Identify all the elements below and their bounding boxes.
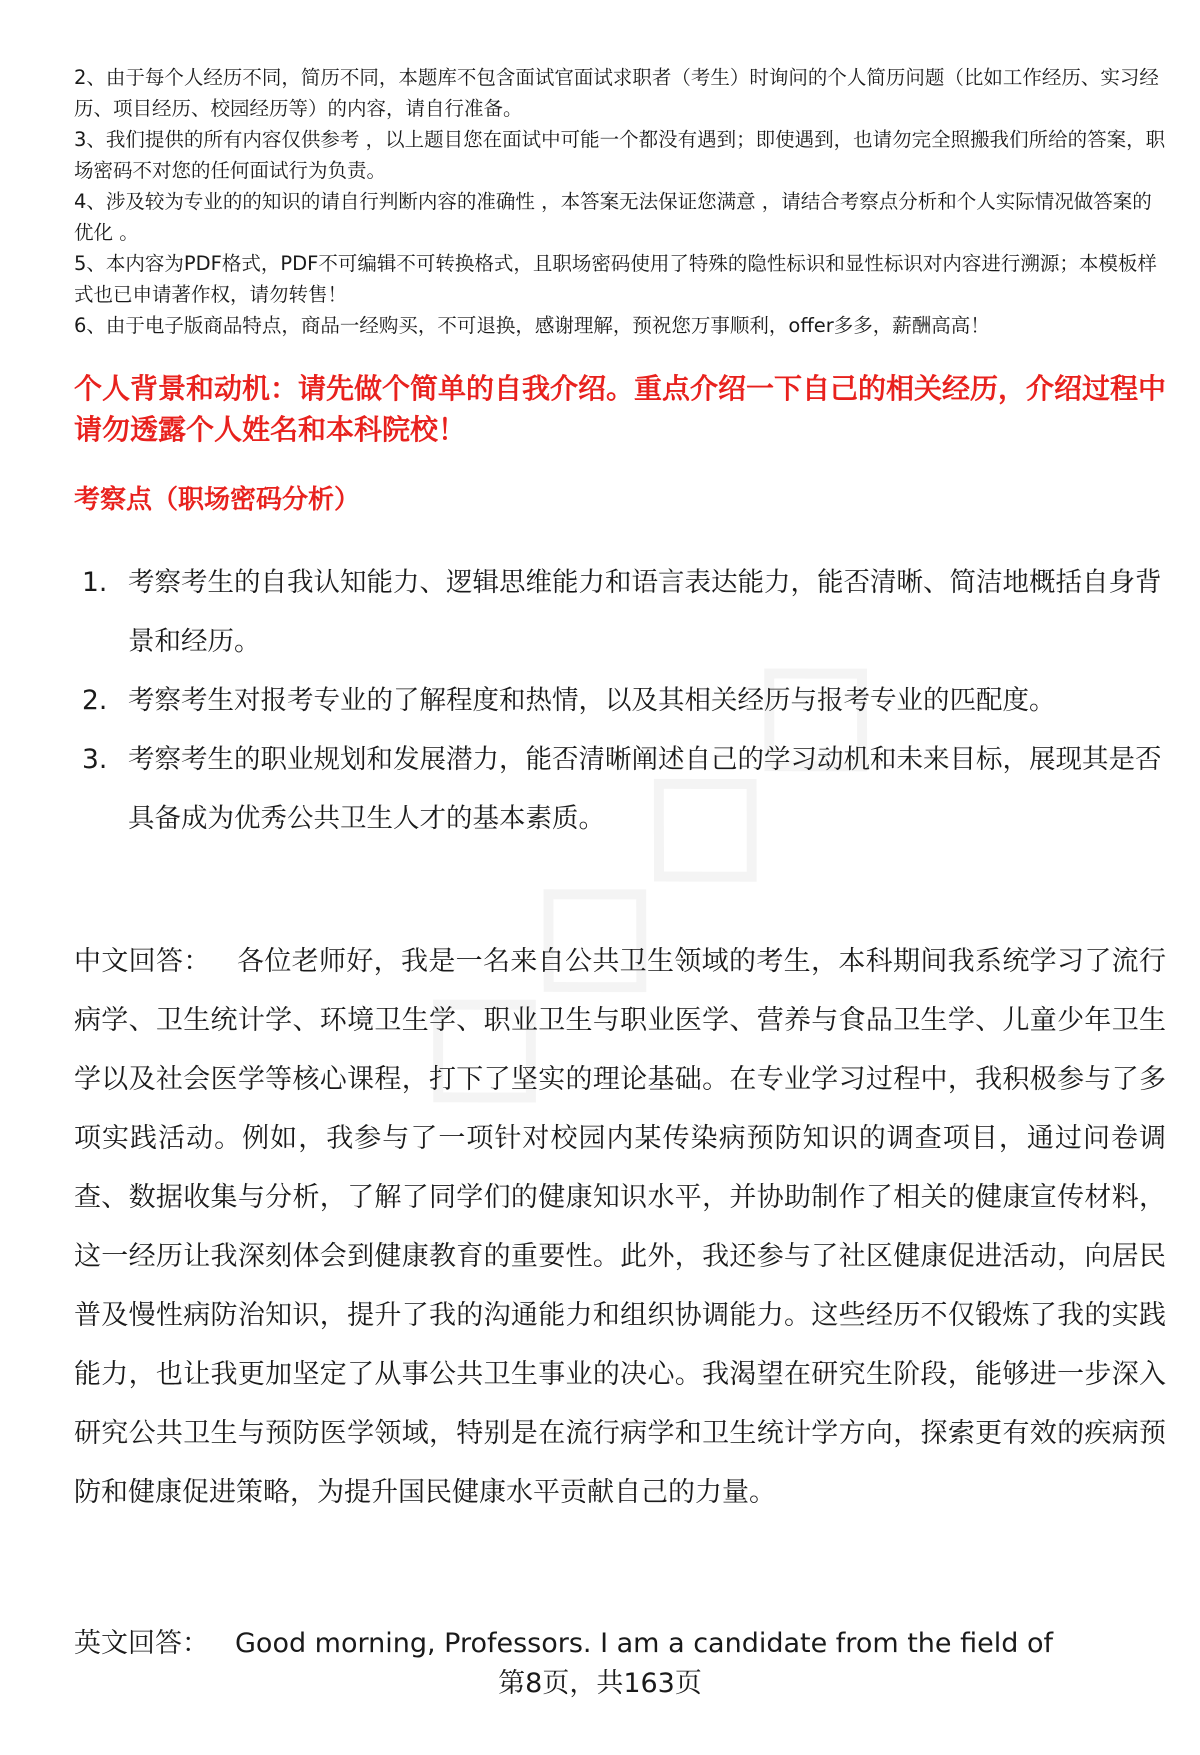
- answer-english: [74, 1622, 1166, 1666]
- point-text: 考察考生的自我认知能力、逻辑思维能力和语言表达能力，能否清晰、简洁地概括自身背景和经历。: [128, 567, 1162, 657]
- analysis-point: [82, 671, 1166, 730]
- notice-item: 4、涉及较为专业的的知识的请自行判断内容的准确性 ，本答案无法保证您满意 ，请结合考察点分析和个人实际情况做答案的优化 。: [74, 190, 1152, 244]
- answer-english-label: 英文回答：: [74, 1628, 209, 1659]
- notice-item: 6、由于电子版商品特点，商品一经购买，不可退换，感谢理解，预祝您万事顺利，offer多多，薪酬高高！: [74, 314, 990, 337]
- analysis-point: [82, 730, 1166, 848]
- answer-chinese-text: 各位老师好，我是一名来自公共卫生领域的考生，本科期间我系统学习了流行病学、卫生统计学、环境卫生学、职业卫生与职业医学、营养与食品卫生学、儿童少年卫生学以及社会医学等核心课程，打下了坚实的理论基础。在专业学习过程中，我积极参与了多项实践活动。例如，我参与了一项针对校园内某传染病预防知识的调查项目，通过问卷调查、数据收集与分析，了解了同学们的健康知识水平，并协助制作了相关的健康宣传材料，这一经历让我深刻体会到健康教育的重要性。此外，我还参与了社区健康促进活动，向居民普及慢性病防治知识，提升了我的沟通能力和组织协调能力。这些经历不仅锻炼了我的实践能力，也让我更加坚定了从事公共卫生事业的决心。我渴望在研究生阶段，能够进一步深入研究公共卫生与预防医学领域，特别是在流行病学和卫生统计学方向，探索更有效的疾病预防和健康促进策略，为提升国民健康水平贡献自己的力量。: [74, 946, 1167, 1508]
- point-number: 3.: [82, 744, 108, 775]
- page-number: 第8页，共163页: [498, 1668, 702, 1699]
- answer-english-text: Good morning, Professors. I am a candidate from the field of: [235, 1628, 1053, 1659]
- notice-list: [74, 62, 1166, 341]
- point-number: 2.: [82, 685, 108, 716]
- analysis-title: 考察点（职场密码分析）: [74, 485, 361, 515]
- answer-chinese: [74, 932, 1166, 1522]
- question-heading: 个人背景和动机：请先做个简单的自我介绍。重点介绍一下自己的相关经历，介绍过程中请勿透露个人姓名和本科院校！: [74, 372, 1167, 446]
- notice-item: 2、由于每个人经历不同，简历不同，本题库不包含面试官面试求职者（考生）时询问的个人简历问题（比如工作经历、实习经历、项目经历、校园经历等）的内容，请自行准备。: [74, 66, 1159, 120]
- point-number: 1.: [82, 567, 108, 598]
- point-text: 考察考生的职业规划和发展潜力，能否清晰阐述自己的学习动机和未来目标，展现其是否具备成为优秀公共卫生人才的基本素质。: [128, 744, 1162, 834]
- answer-chinese-label: 中文回答：: [74, 946, 211, 977]
- notice-item: 5、本内容为PDF格式，PDF不可编辑不可转换格式，且职场密码使用了特殊的隐性标识和显性标识对内容进行溯源；本模板样式也已申请著作权，请勿转售！: [74, 252, 1157, 306]
- point-text: 考察考生对报考专业的了解程度和热情，以及其相关经历与报考专业的匹配度。: [128, 685, 1056, 716]
- analysis-point: [82, 553, 1166, 671]
- notice-item: 3、我们提供的所有内容仅供参考 ，以上题目您在面试中可能一个都没有遇到；即使遇到，也请勿完全照搬我们所给的答案，职场密码不对您的任何面试行为负责。: [74, 128, 1166, 182]
- analysis-points: [82, 553, 1166, 848]
